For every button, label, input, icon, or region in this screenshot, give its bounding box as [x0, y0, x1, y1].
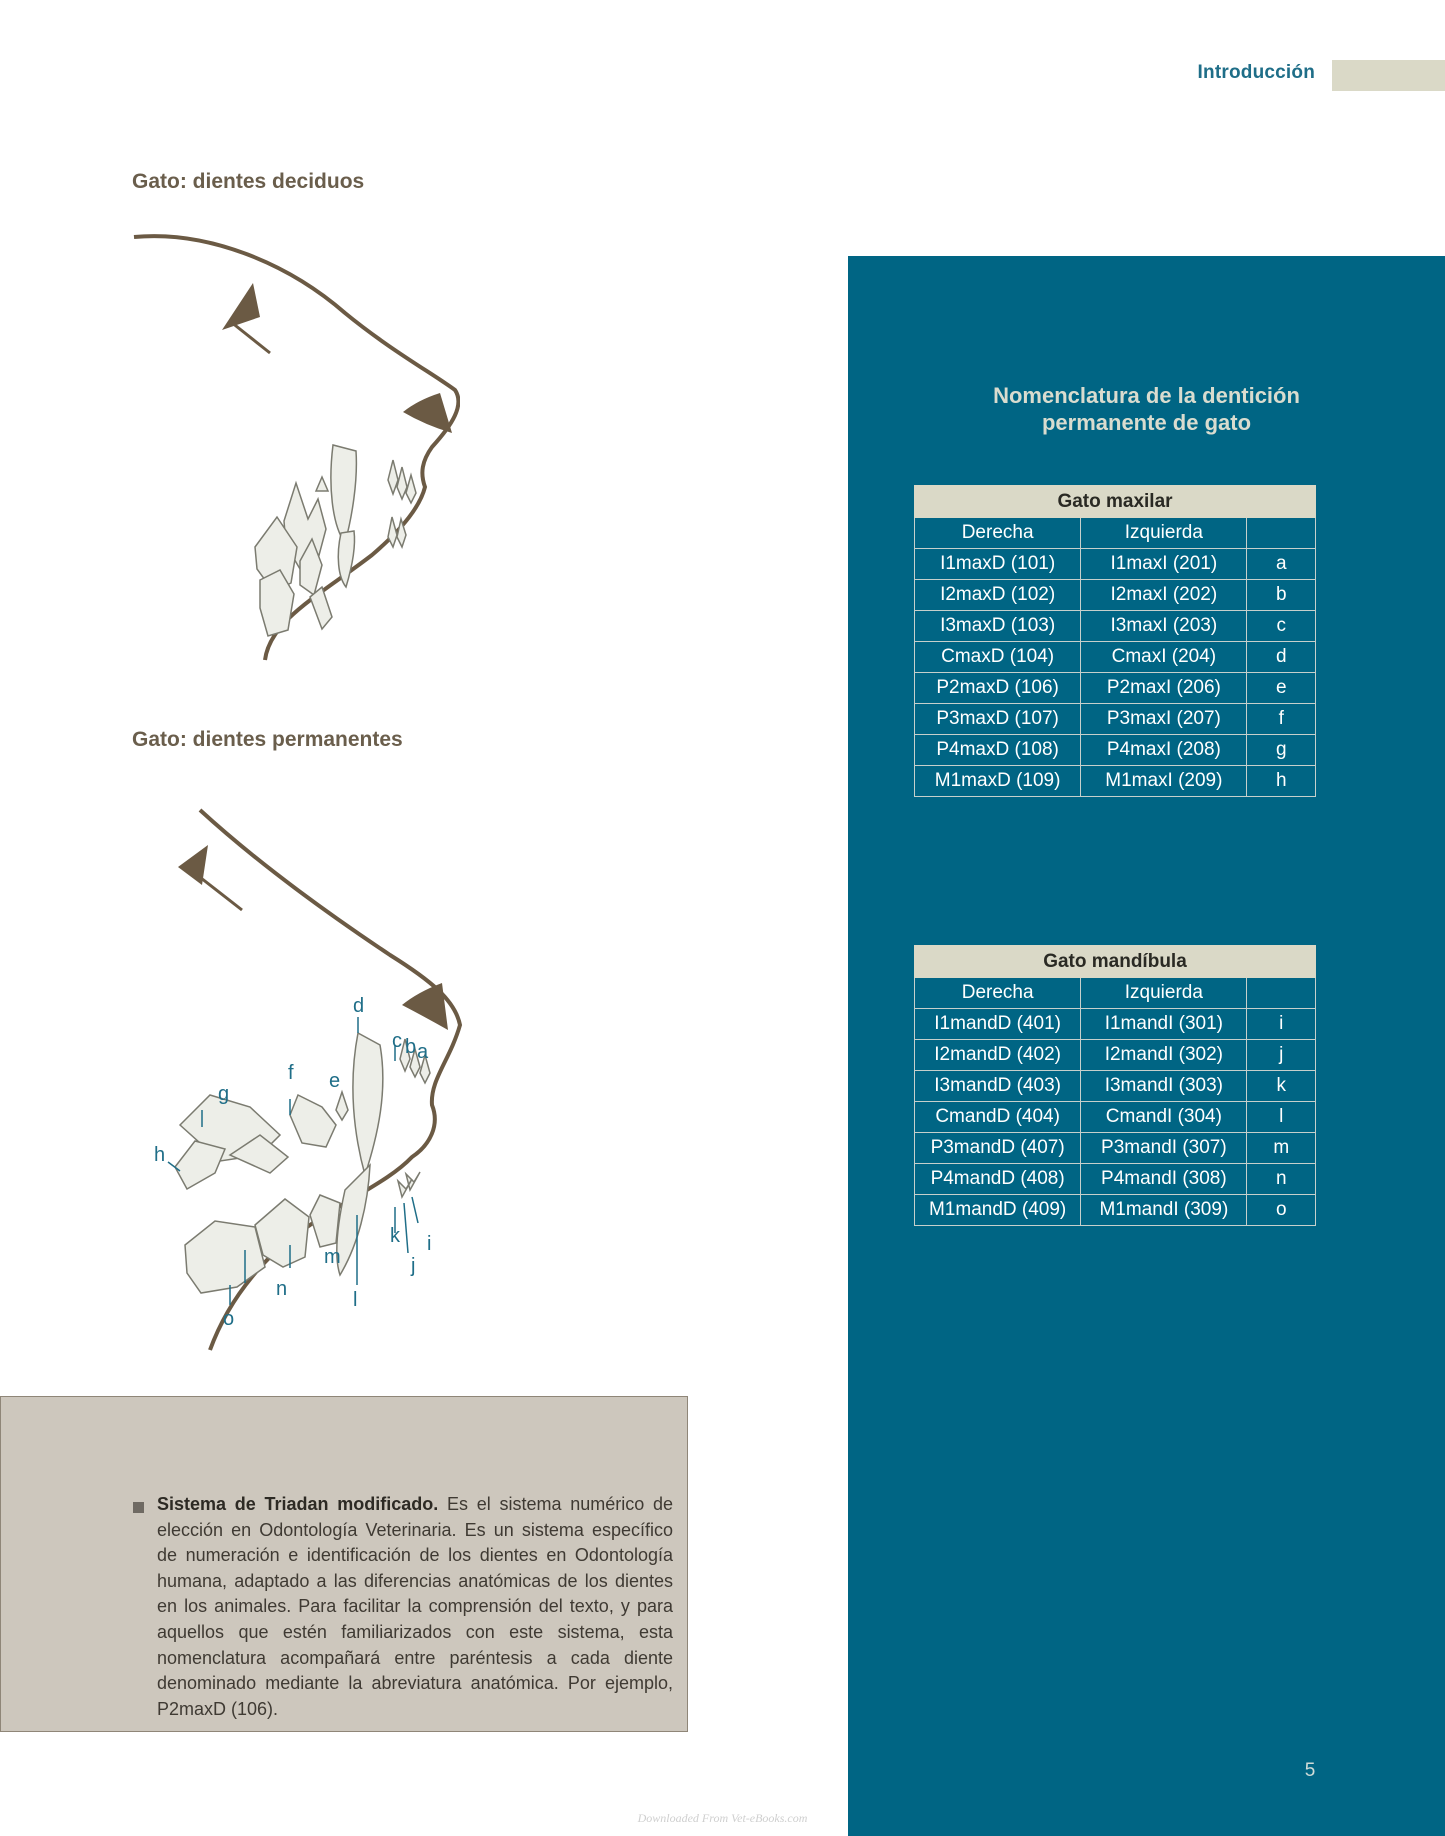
- figure-label-i: i: [427, 1233, 432, 1255]
- maxilar-cell: a: [1247, 549, 1316, 580]
- maxilar-cell: f: [1247, 704, 1316, 735]
- panel-title-line-2: permanente de gato: [1041, 410, 1252, 435]
- maxilar-header-izquierda: Izquierda: [1081, 518, 1247, 549]
- mandibula-cell: P3mandD (407): [915, 1133, 1081, 1164]
- mandibula-cell: m: [1247, 1133, 1316, 1164]
- figure-label-n: n: [276, 1278, 288, 1300]
- permanent-teeth-figure: [150, 805, 470, 1355]
- table-row: [915, 549, 1316, 580]
- figure-label-d: d: [353, 995, 365, 1017]
- square-bullet-icon: [133, 1502, 144, 1513]
- maxilar-cell: P3maxI (207): [1081, 704, 1247, 735]
- maxilar-cell: P2maxD (106): [915, 673, 1081, 704]
- table-row: [915, 1164, 1316, 1195]
- running-header-title: Introducción: [1197, 62, 1315, 83]
- mandibula-cell: CmandD (404): [915, 1102, 1081, 1133]
- mandibula-header-letter: [1247, 978, 1316, 1009]
- figure-label-h: h: [154, 1144, 166, 1166]
- maxilar-cell: c: [1247, 611, 1316, 642]
- mandibula-cell: j: [1247, 1040, 1316, 1071]
- mandibula-cell: i: [1247, 1009, 1316, 1040]
- maxilar-cell: I1maxD (101): [915, 549, 1081, 580]
- figure-label-k: k: [390, 1225, 400, 1247]
- table-row: [915, 1195, 1316, 1226]
- maxilar-cell: g: [1247, 735, 1316, 766]
- deciduous-teeth-figure: [120, 225, 460, 665]
- maxilar-cell: M1maxI (209): [1081, 766, 1247, 797]
- maxilar-cell: CmaxD (104): [915, 642, 1081, 673]
- figure-label-f: f: [288, 1062, 294, 1084]
- figure-label-j: j: [411, 1255, 416, 1277]
- maxilar-header-letter: [1247, 518, 1316, 549]
- note-body: Es el sistema numérico de elección en Odontología Veterinaria. Es un sistema específico de numeración e identificación de los dientes en Odontología humana, adaptado a las diferencias anatómicas de los dientes en los animales. Para facilitar la comprensión del texto, y para aquellos que estén familiarizados con este sistema, esta nomenclatura acompañará entre paréntesis a cada diente denominado mediante la abreviatura anatómica. Por ejemplo, P2maxD (106).: [157, 1494, 673, 1719]
- figure-label-g: g: [218, 1083, 230, 1105]
- table-row: [915, 1102, 1316, 1133]
- page-number: 5: [1304, 1760, 1316, 1781]
- maxilar-cell: CmaxI (204): [1081, 642, 1247, 673]
- mandibula-cell: P4mandD (408): [915, 1164, 1081, 1195]
- deciduous-figure-title: Gato: dientes deciduos: [132, 170, 365, 193]
- figure-label-m: m: [324, 1246, 341, 1268]
- mandibula-cell: I3mandI (303): [1081, 1071, 1247, 1102]
- mandibula-cell: I1mandD (401): [915, 1009, 1081, 1040]
- mandibula-cell: P4mandI (308): [1081, 1164, 1247, 1195]
- maxilar-cell: I3maxD (103): [915, 611, 1081, 642]
- maxilar-cell: d: [1247, 642, 1316, 673]
- mandibula-cell: I2mandD (402): [915, 1040, 1081, 1071]
- maxilar-cell: b: [1247, 580, 1316, 611]
- mandibula-cell: k: [1247, 1071, 1316, 1102]
- maxilar-cell: M1maxD (109): [915, 766, 1081, 797]
- table-row: [915, 642, 1316, 673]
- table-row: [915, 673, 1316, 704]
- table-row: [915, 580, 1316, 611]
- mandibula-table: [914, 945, 1316, 1226]
- table-row: [915, 1133, 1316, 1164]
- table-row: [915, 704, 1316, 735]
- figure-label-a: a: [417, 1041, 429, 1063]
- table-row: [915, 611, 1316, 642]
- maxilar-cell: P4maxI (208): [1081, 735, 1247, 766]
- mandibula-cell: I2mandI (302): [1081, 1040, 1247, 1071]
- mandibula-cell: o: [1247, 1195, 1316, 1226]
- maxilar-cell: P3maxD (107): [915, 704, 1081, 735]
- note-paragraph: [157, 1492, 673, 1722]
- table-row: [915, 735, 1316, 766]
- mandibula-cell: M1mandD (409): [915, 1195, 1081, 1226]
- maxilar-table-caption: Gato maxilar: [915, 486, 1316, 518]
- maxilar-cell: I3maxI (203): [1081, 611, 1247, 642]
- maxilar-cell: I2maxD (102): [915, 580, 1081, 611]
- mandibula-cell: n: [1247, 1164, 1316, 1195]
- table-row: [915, 766, 1316, 797]
- mandibula-cell: CmandI (304): [1081, 1102, 1247, 1133]
- note-lead: Sistema de Triadan modificado.: [157, 1494, 439, 1514]
- figure-label-e: e: [329, 1070, 341, 1092]
- maxilar-table: [914, 485, 1316, 797]
- figure-label-l: l: [353, 1289, 358, 1311]
- mandibula-table-caption: Gato mandíbula: [915, 946, 1316, 978]
- figure-label-o: o: [223, 1308, 235, 1330]
- maxilar-cell: P2maxI (206): [1081, 673, 1247, 704]
- maxilar-header-derecha: Derecha: [915, 518, 1081, 549]
- watermark: Downloaded From Vet-eBooks.com: [637, 1811, 808, 1825]
- mandibula-cell: I1mandI (301): [1081, 1009, 1247, 1040]
- maxilar-cell: h: [1247, 766, 1316, 797]
- figure-label-c: c: [392, 1030, 402, 1052]
- mandibula-header-izquierda: Izquierda: [1081, 978, 1247, 1009]
- maxilar-cell: P4maxD (108): [915, 735, 1081, 766]
- header-accent-bar: [1332, 60, 1445, 91]
- mandibula-header-derecha: Derecha: [915, 978, 1081, 1009]
- mandibula-cell: M1mandI (309): [1081, 1195, 1247, 1226]
- table-row: [915, 1009, 1316, 1040]
- panel-title: [848, 382, 1445, 436]
- maxilar-cell: I2maxI (202): [1081, 580, 1247, 611]
- panel-title-line-1: Nomenclatura de la dentición: [993, 383, 1300, 408]
- figure-label-b: b: [405, 1036, 417, 1058]
- mandibula-cell: I3mandD (403): [915, 1071, 1081, 1102]
- maxilar-cell: I1maxI (201): [1081, 549, 1247, 580]
- nomenclature-panel: [848, 256, 1445, 1836]
- mandibula-cell: P3mandI (307): [1081, 1133, 1247, 1164]
- table-row: [915, 1071, 1316, 1102]
- table-row: [915, 1040, 1316, 1071]
- mandibula-cell: l: [1247, 1102, 1316, 1133]
- maxilar-cell: e: [1247, 673, 1316, 704]
- permanent-figure-title: Gato: dientes permanentes: [132, 728, 403, 751]
